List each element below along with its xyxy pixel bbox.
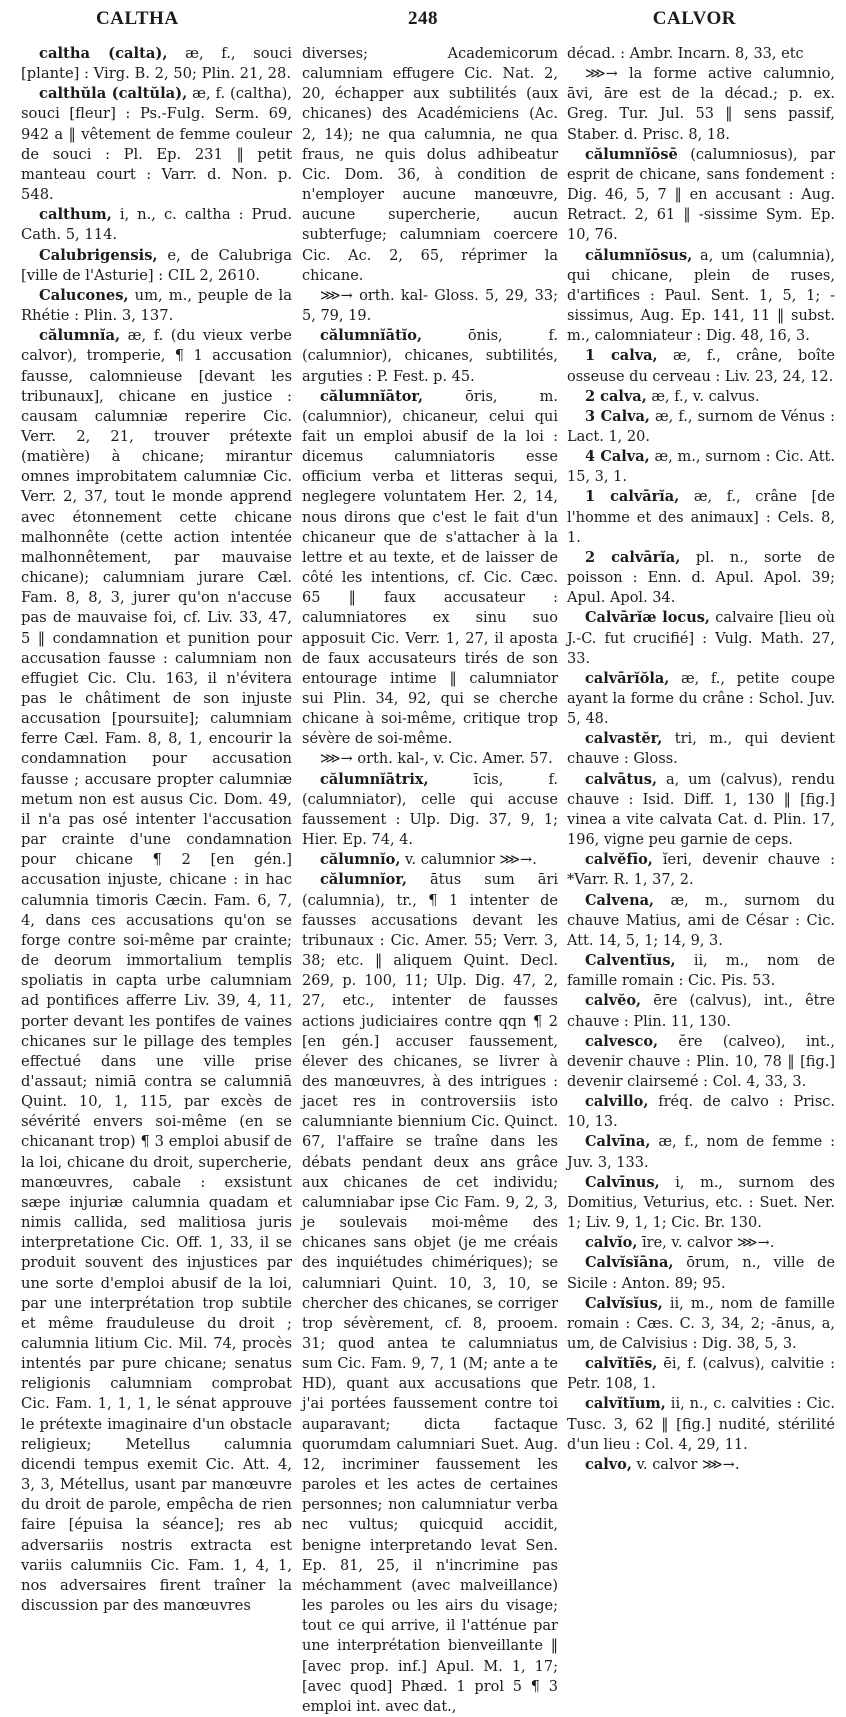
headword: Calubrigensis, [39, 246, 158, 264]
headword: călumnĭōsus, [585, 246, 693, 264]
headword: Calvĭsĭus, [585, 1294, 663, 1312]
dictionary-entry [567, 447, 835, 487]
entry-text: pl. n., sorte de poisson : Enn. d. Apul. Apol. 39; Apul. Apol. 34. [567, 549, 835, 607]
entry-text: (calumniosus), par esprit de chicane, sans fondement : Dig. 46, 5, 7 ‖ en accusant : Aug. Retract. 2, 61 ‖ -sissime Sym. Ep. 10, 76. [567, 146, 835, 244]
dictionary-entry [302, 850, 558, 870]
headword: Calvārĭæ locus, [585, 609, 710, 627]
entry-text: a, um (calumnia), qui chicane, plein de ruses, d'artifices : Paul. Sent. 1, 5, 1; -sissimus, Aug. Ep. 141, 11 ‖ subst. m., calomniateur : Dig. 48, 16, 3. [567, 247, 835, 345]
entry-text: æ, f. (du vieux verbe calvor), tromperie, ¶ 1 accusation fausse, calomnieuse [devant les tribunaux], chicane en justice : causam calumniæ reperire Cic. Verr. 2, 21, trouver prétexte (matière) à chicane; mirantur omnes improbitatem calumniæ Cic. Verr. 2, 37, tout le monde apprend avec étonnement cette chicane malhonnête (cette action intentée malhonnêtement, par mauvaise chicane); calumniam jurare Cæl. Fam. 8, 8, 3, jurer qu'on n'accuse pas de mauvaise foi, cf. Liv. 33, 47, 5 ‖ condamnation et punition pour accusation fausse : calumniam non effugiet Cic. Clu. 163, il n'évitera pas le châtiment de son injuste accusation [poursuite]; calumniam ferre Cæl. Fam. 8, 8, 1, encourir la condamnation pour accusation fausse ; accusare propter calumniæ metum non est ausus Cic. Dom. 49, il n'a pas osé intenter l'accusation par crainte d'une condamnation pour chicane ¶ 2 [en gén.] accusation injuste, chicane : in hac calumnia timoris Cæcin. Fam. 6, 7, 4, dans ces accusations qu'on se forge contre soi-même par crainte; de deorum immortalium templis spoliatis in capta urbe calumniam ad pontifices afferre Liv. 39, 4, 11, porter devant les pontifes de vaines chicanes sur le pillage des temples effectué dans une ville prise d'assaut; nimiā contra se calumniā Quint. 10, 1, 115, par excès de sévérité envers soi-même (en se chicanant trop) ¶ 3 emploi abusif de la loi, chicane du droit, supercherie, manœuvres, cabale : exsistunt sæpe injuriæ calumnia quadam et nimis callida, sed malitiosa juris interpretatione Cic. Off. 1, 33, il se produit souvent des injustices par une sorte d'emploi abusif de la loi, par une interprétation trop subtile et même frauduleuse du droit ; calumnia litium Cic. Mil. 74, procès intentés par pure chicane; senatus religionis calumniam comprobat Cic. Fam. 1, 1, 1, le sénat approuve le prétexte imaginaire d'un obstacle religieux; Metellus calumnia dicendi tempus exemit Cic. Att. 4, 3, 3, Métellus, usant par manœuvre du droit de parole, empêcha de rien faire [épuisa la séance]; res ab adversariis nostris extracta est variis calumniis Cic. Fam. 1, 4, 1, nos adversaires firent traîner la discussion par des manœuvres [21, 327, 292, 1615]
entry-text: v. calvor ⋙→. [631, 1456, 740, 1473]
headword: Calucones, [39, 286, 129, 304]
headword: călumnĭor, [320, 871, 407, 889]
headword: călumnĭātĭo, [320, 327, 422, 345]
orthography-note [302, 286, 558, 326]
entry-text: ōris, m. (calumnior), chicaneur, celui qui fait un emploi abusif de la loi : dicemus calumniatoris esse officium verba et litteras sequi, neglegere voluntatem Her. 2, 14, nous dirons que c'est le fait d'un chicaneur que de s'attacher à la lettre et au texte, et de laisser de côté les intentions, cf. Cic. Cæc. 65 ‖ faux accusateur : calumniatores ex sinu suo apposuit Cic. Verr. 1, 27, il aposta de faux accusateurs tirés de son entourage intime ‖ calumniator sui Plin. 34, 92, qui se cherche chicane à soi-même, critique trop sévère de soi-même. [302, 388, 558, 748]
entry-text: e, de Calubriga [ville de l'Asturie] : CIL 2, 2610. [21, 246, 292, 284]
dictionary-entry [302, 387, 558, 750]
dictionary-entry [567, 145, 835, 246]
entry-text: æ, m., surnom du chauve Matius, ami de César : Cic. Att. 14, 5, 1; 14, 9, 3. [567, 892, 835, 949]
dictionary-entry [567, 770, 835, 851]
entry-text: ii, m., nom de famille romain : Cæs. C. 3, 34, 2; -ānus, a, um, de Calvisius : Dig. 38, 5, 3. [567, 1295, 835, 1352]
headword: Calvīnus, [585, 1173, 660, 1191]
dictionary-entry [567, 1132, 835, 1172]
entry-text: um, m., peuple de la Rhétie : Plin. 3, 137. [21, 286, 292, 325]
headword: calvĭo, [585, 1234, 638, 1252]
headword: 2 calva, [585, 387, 647, 405]
headword: 1 calvārĭa, [585, 488, 680, 506]
dictionary-entry [567, 346, 835, 386]
headword: călumnĭo, [320, 851, 401, 869]
entry-text: ōrum, n., ville de Sicile : Anton. 89; 95. [567, 1255, 835, 1292]
dictionary-entry [302, 870, 558, 1717]
dictionary-entry [567, 487, 835, 547]
entry-text: i, n., c. caltha : Prud. Cath. 5, 114. [21, 206, 292, 244]
headword: Calventĭus, [585, 952, 676, 970]
dictionary-entry [567, 1173, 835, 1233]
headword: calvĭtĭum, [585, 1395, 666, 1413]
dictionary-entry [567, 1354, 835, 1394]
dictionary-entry [21, 44, 292, 84]
column-3 [567, 44, 835, 1473]
entry-text: ātus sum āri (calumnia), tr., ¶ 1 intenter de fausses accusations devant les tribunaux : Cic. Amer. 55; Verr. 3, 38; etc. ‖ aliquem Quint. Decl. 269, p. 100, 11; Ulp. Dig. 47, 2, 27, etc., intenter de fausses actions judiciaires contre qqn ¶ 2 [en gén.] accuser faussement, élever des chicanes, se livrer à des manœuvres, à des intrigues : jacet res in controversiis isto calumniante biennium Cic. Quinct. 67, l'affaire se traîne dans les débats pendant deux ans grâce aux chicanes de cet individu; calumniabar ipse Cic Fam. 9, 2, 3, je soulevais moi-même des chicanes sans objet (je me créais des inquiétudes chimériques); se calumniari Quint. 10, 3, 10, se chercher des chicanes, se corriger trop sévèrement, cf. 8, prooem. 31; quod antea te calumniatus sum Cic. Fam. 9, 7, 1 (M; ante a te HD), quant aux accusations que j'ai portées faussement contre toi auparavant; dicta factaque quorumdam calumniari Suet. Aug. 12, incriminer faussement les paroles et les actes de certaines personnes; non calumniatur verba nec vultus; quicquid accidit, benigne interpretando levat Sen. Ep. 81, 25, il n'incrimine pas méchamment (avec malveillance) les paroles ou les airs du visage; tout ce qui arrive, il l'atténue par une interprétation bienveillante ‖ [avec prop. inf.] Apul. M. 1, 17; [avec quod] Phæd. 1 prol 5 ¶ 3 emploi int. avec dat., [302, 872, 558, 1715]
orthography-note [302, 749, 558, 769]
column-2 [302, 44, 558, 1715]
headword: 3 Calva, [585, 407, 650, 425]
dictionary-entry [567, 1455, 835, 1475]
dictionary-entry [21, 326, 292, 1616]
header-right-guideword: CALVOR [652, 8, 736, 29]
headword: călumnĭōsē [585, 145, 678, 163]
dictionary-entry [21, 205, 292, 245]
dictionary-entry [567, 1294, 835, 1354]
page-header [0, 8, 846, 36]
entry-text: ii, n., c. calvities : Cic. Tusc. 3, 62 ‖ [fig.] nudité, stérilité d'un lieu : Col. 4, 29, 11. [567, 1396, 835, 1453]
dictionary-entry [21, 84, 292, 205]
dictionary-entry [567, 387, 835, 407]
entry-text: ⋙→ orth. kal-, v. Cic. Amer. 57. [320, 751, 553, 768]
dictionary-entry [567, 1233, 835, 1253]
entry-text: æ, f., crâne, boîte osseuse du cerveau : Liv. 23, 24, 12. [567, 348, 835, 385]
entry-text: æ, f., crâne [de l'homme et des animaux] : Cels. 8, 1. [567, 489, 835, 546]
dictionary-entry [302, 326, 558, 386]
dictionary-entry [567, 991, 835, 1031]
dictionary-entry [21, 246, 292, 286]
headword: calvo, [585, 1455, 632, 1473]
entry-text: calvaire [lieu où J.-C. fut crucifié] : Vulg. Math. 27, 33. [567, 610, 835, 667]
entry-text: i, m., surnom des Domitius, Veturius, etc. : Suet. Ner. 1; Liv. 9, 1, 1; Cic. Br. 130. [567, 1174, 835, 1232]
entry-text: ōnis, f. (calumnior), chicanes, subtilités, arguties : P. Fest. p. 45. [302, 328, 558, 385]
entry-text: æ, f., v. calvus. [646, 388, 760, 405]
headword: Calvena, [585, 891, 655, 909]
dictionary-entry [567, 669, 835, 729]
headword: calvastĕr, [585, 730, 663, 748]
headword: calvillo, [585, 1093, 649, 1111]
dictionary-entry-continued [302, 44, 558, 286]
entry-text: æ, f., surnom de Vénus : Lact. 1, 20. [567, 408, 835, 445]
headword: 2 calvārĭa, [585, 548, 681, 566]
entry-text: æ, f., nom de femme : Juv. 3, 133. [567, 1134, 835, 1171]
headword: calvārĭŏla, [585, 669, 670, 687]
dictionary-entry [567, 1092, 835, 1132]
entry-text: ĭeri, devenir chauve : *Varr. R. 1, 37, 2. [567, 852, 835, 889]
column-1 [21, 44, 292, 1615]
headword: calthum, [39, 206, 112, 224]
entry-text: æ, m., surnom : Cic. Att. 15, 3, 1. [567, 449, 835, 486]
entry-text: ⋙→ orth. kal- Gloss. 5, 29, 33; 5, 79, 19. [302, 287, 558, 325]
entry-text: ēre (calvus), int., être chauve : Plin. 11, 130. [567, 993, 835, 1030]
entry-text: ĕre (calveo), int., devenir chauve : Plin. 10, 78 ‖ [fig.] devenir clairsemé : Col. 4, 33, 3. [567, 1033, 835, 1090]
dictionary-entry [567, 548, 835, 608]
headword: caltha (calta), [39, 45, 168, 62]
headword: calvātus, [585, 770, 658, 788]
dictionary-entry-continued [567, 44, 835, 64]
dictionary-entry [21, 286, 292, 326]
entry-text: ⋙→ la forme active calumnio, āvi, āre est de la décad.; p. ex. Greg. Tur. Jul. 53 ‖ sens passif, Staber. d. Prisc. 8, 18. [567, 66, 835, 143]
entry-text: æ, f., souci [plante] : Virg. B. 2, 50; Plin. 21, 28. [21, 45, 292, 83]
entry-text: ii, m., nom de famille romain : Cic. Pis. 53. [567, 953, 835, 990]
entry-text: īre, v. calvor ⋙→. [637, 1235, 775, 1252]
dictionary-entry [567, 1394, 835, 1454]
headword: calthŭla (caltŭla), [39, 85, 188, 103]
dictionary-entry [567, 608, 835, 668]
headword: călumnĭa, [39, 327, 121, 345]
headword: calvĭtĭēs, [585, 1355, 658, 1373]
dictionary-entry [567, 1253, 835, 1293]
entry-text: īcis, f. (calumniator), celle qui accuse faussement : Ulp. Dig. 37, 9, 1; Hier. Ep. 74, 4. [302, 771, 558, 849]
entry-text: a, um (calvus), rendu chauve : Isid. Diff. 1, 130 ‖ [fig.] vinea a vite calvata Cat. d. Plin. 17, 196, vigne peu garnie de ceps. [567, 771, 835, 849]
dictionary-entry [567, 1032, 835, 1092]
headword: 1 calva, [585, 347, 658, 365]
header-left-guideword: CALTHA [96, 8, 179, 29]
entry-text: ēi, f. (calvus), calvitie : Petr. 108, 1. [567, 1356, 835, 1393]
headword: călumnĭātrix, [320, 770, 429, 788]
orthography-note [567, 64, 835, 145]
entry-text: fréq. de calvo : Prisc. 10, 13. [567, 1094, 835, 1131]
entry-text: décad. : Ambr. Incarn. 8, 33, etc [567, 46, 804, 62]
entry-text: v. calumnior ⋙→. [400, 852, 537, 869]
entry-text: æ, f. (caltha), souci [fleur] : Ps.-Fulg. Serm. 69, 942 a ‖ vêtement de femme couleur de souci : Pl. Ep. 231 ‖ petit manteau court : Varr. d. Non. p. 548. [21, 85, 292, 204]
headword: calvĕo, [585, 992, 642, 1010]
entry-text: tri, m., qui devient chauve : Gloss. [567, 731, 835, 768]
dictionary-entry [567, 729, 835, 769]
headword: calvesco, [585, 1032, 659, 1050]
headword: calvĕfīo, [585, 851, 653, 869]
dictionary-entry [567, 951, 835, 991]
dictionary-entry [302, 770, 558, 851]
headword: 4 Calva, [585, 448, 650, 466]
dictionary-entry [567, 891, 835, 951]
entry-text: æ, f., petite coupe ayant la forme du crâne : Schol. Juv. 5, 48. [567, 670, 835, 728]
headword: Calvīna, [585, 1133, 651, 1151]
dictionary-entry [567, 407, 835, 447]
page-number: 248 [408, 8, 438, 29]
headword: călumnĭātor, [320, 387, 424, 405]
headword: Calvĭsĭāna, [585, 1254, 674, 1272]
entry-text: diverses; Academicorum calumniam effugere Cic. Nat. 2, 20, échapper aux subtilités (aux chicanes) des Académiciens (Ac. 2, 14); ne qua calumnia, ne qua fraus, ne quis dolus adhibeatur Cic. Dom. 36, à condition de n'employer aucune manœuvre, aucune supercherie, aucun subterfuge; calumniam coercere Cic. Ac. 2, 65, réprimer la chicane. [302, 46, 558, 284]
dictionary-entry [567, 246, 835, 347]
dictionary-entry [567, 850, 835, 890]
